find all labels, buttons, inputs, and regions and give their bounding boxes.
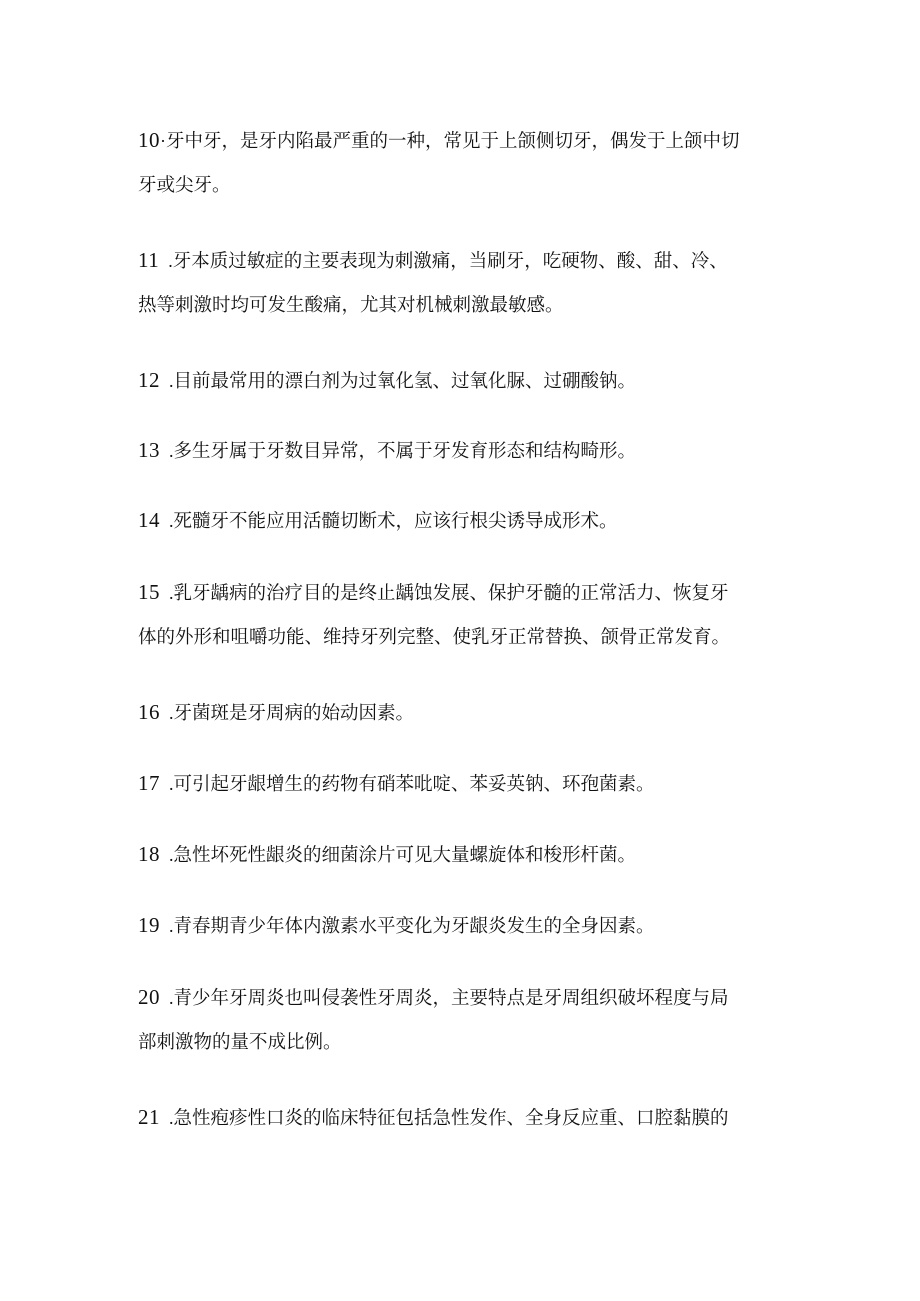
item-number: 11 [138, 248, 160, 272]
item-text: 体的外形和咀嚼功能、维持牙列完整、使乳牙正常替换、颌骨正常发育。 [138, 627, 731, 648]
item-text: 牙或尖牙。 [138, 175, 231, 196]
list-item [138, 358, 788, 403]
item-text: 目前最常用的漂白剂为过氧化氢、过氧化脲、过硼酸钠。 [173, 371, 637, 392]
item-separator: . [160, 583, 174, 603]
item-separator: . [160, 441, 174, 461]
item-text: 牙中牙，是牙内陷最严重的一种，常见于上颌侧切牙，偶发于上颌中切 [166, 131, 740, 152]
item-separator: . [159, 251, 173, 271]
item-number: 16 [138, 700, 160, 724]
item-text: 多生牙属于牙数目异常，不属于牙发育形态和结构畸形。 [173, 441, 637, 462]
item-separator: . [160, 703, 174, 723]
item-text: 部刺激物的量不成比例。 [138, 1032, 342, 1053]
item-text: 乳牙龋病的治疗目的是终止龋蚀发展、保护牙髓的正常活力、恢复牙 [173, 583, 729, 604]
item-number: 13 [138, 438, 160, 462]
item-separator: . [160, 916, 174, 936]
item-separator: · [160, 131, 166, 151]
item-separator: . [160, 774, 174, 794]
item-number: 14 [138, 508, 160, 532]
list-item [138, 975, 788, 1065]
item-number: 21 [138, 1105, 160, 1129]
item-text: 牙本质过敏症的主要表现为刺激痛，当刷牙，吃硬物、酸、甜、冷、 [172, 251, 728, 272]
list-item [138, 118, 788, 208]
item-number: 17 [138, 771, 160, 795]
item-separator: . [160, 845, 174, 865]
item-number: 15 [138, 580, 160, 604]
list-item [138, 570, 788, 660]
item-separator: . [160, 1108, 174, 1128]
item-text: 青少年牙周炎也叫侵袭性牙周炎，主要特点是牙周组织破坏程度与局 [173, 988, 729, 1009]
item-number: 20 [138, 985, 160, 1009]
item-separator: . [160, 371, 174, 391]
item-text: 急性坏死性龈炎的细菌涂片可见大量螺旋体和梭形杆菌。 [173, 845, 637, 866]
list-item [138, 428, 788, 473]
list-item [138, 238, 788, 328]
item-number: 19 [138, 913, 160, 937]
item-text: 青春期青少年体内激素水平变化为牙龈炎发生的全身因素。 [173, 916, 655, 937]
item-separator: . [160, 988, 174, 1008]
item-text: 热等刺激时均可发生酸痛，尤其对机械刺激最敏感。 [138, 295, 564, 316]
list-item [138, 761, 788, 806]
item-text: 可引起牙龈增生的药物有硝苯吡啶、苯妥英钠、环孢菌素。 [173, 774, 655, 795]
list-item [138, 903, 788, 948]
item-text: 死髓牙不能应用活髓切断术，应该行根尖诱导成形术。 [173, 511, 618, 532]
item-number: 12 [138, 368, 160, 392]
item-number: 18 [138, 842, 160, 866]
list-item [138, 498, 788, 543]
list-item [138, 832, 788, 877]
item-number: 10 [138, 128, 160, 152]
item-separator: . [160, 511, 174, 531]
list-item [138, 1095, 788, 1140]
item-text: 急性疱疹性口炎的临床特征包括急性发作、全身反应重、口腔黏膜的 [173, 1108, 729, 1129]
list-item [138, 690, 788, 735]
item-text: 牙菌斑是牙周病的始动因素。 [173, 703, 415, 724]
